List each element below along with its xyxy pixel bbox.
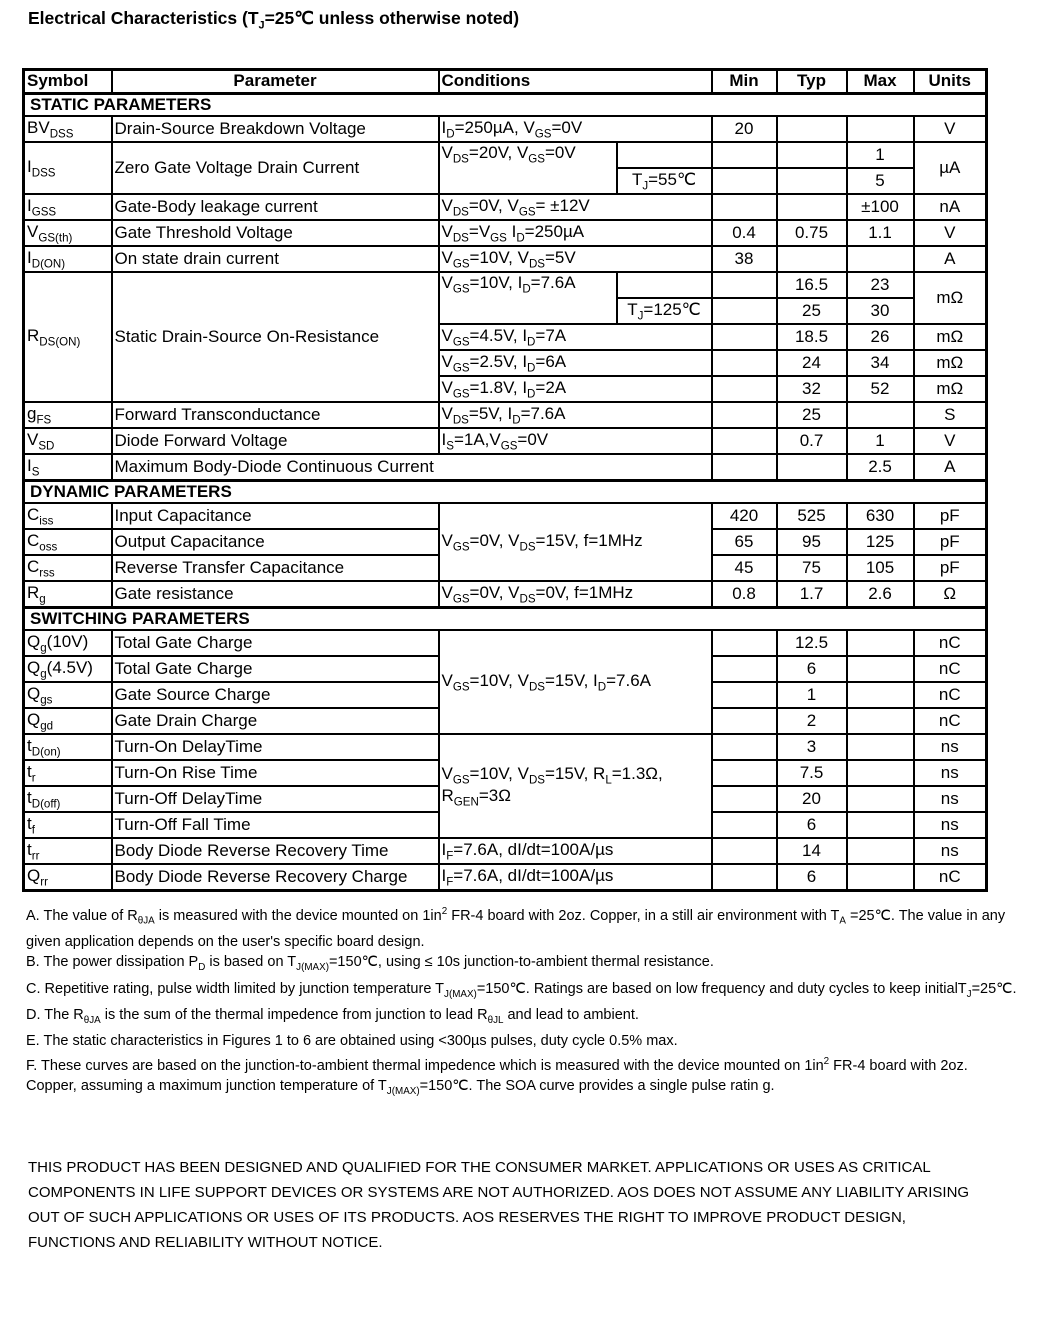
typ-cell: 525 [777,503,847,529]
units-cell: mΩ [914,376,987,402]
min-cell [712,734,777,760]
disclaimer [28,1155,1051,1255]
typ-cell: 16.5 [777,272,847,298]
min-cell [712,272,777,298]
table-row [24,116,987,142]
parameter-cell: Turn-On Rise Time [112,760,439,786]
typ-cell: 32 [777,376,847,402]
units-cell: ns [914,734,987,760]
table-row [24,194,987,220]
typ-cell [777,168,847,194]
table-row [24,630,987,656]
typ-cell: 6 [777,864,847,890]
symbol-cell: $I_{D(ON)}$ [24,246,112,272]
units-cell: V [914,428,987,454]
min-cell [712,630,777,656]
units-cell: pF [914,503,987,529]
conditions-cell: $V_{DS}=0V$, $V_{GS}= \pm 12V$ [439,194,712,220]
units-cell: Ω [914,581,987,607]
header-symbol: Symbol [24,69,112,93]
parameter-cell: Gate Threshold Voltage [112,220,439,246]
min-cell [712,428,777,454]
min-cell: 38 [712,246,777,272]
disclaimer-line: COMPONENTS IN LIFE SUPPORT DEVICES OR SYSTEMS ARE NOT AUTHORIZED. AOS DOES NOT ASSUME ANY LIABILITY ARISING [28,1183,970,1201]
symbol-cell: $t_{D(on)}$ [24,734,112,760]
min-cell: 0.4 [712,220,777,246]
symbol-cell: $C_{oss}$ [24,529,112,555]
empty-cell [617,272,712,298]
symbol-cell: $C_{rss}$ [24,555,112,581]
max-cell [847,656,914,682]
parameter-cell: On state drain current [112,246,439,272]
units-cell: µA [914,142,987,194]
units-cell: mΩ [914,272,987,324]
symbol-cell: $Q_{rr}$ [24,864,112,890]
conditions-cell: $I_F=7.6A$, dI/dt=100A/µs [439,838,712,864]
disclaimer-line: OUT OF SUCH APPLICATIONS OR USES OF ITS PRODUCTS. AOS RESERVES THE RIGHT TO IMPROVE PRODUCT DESIGN, [28,1208,906,1226]
units-cell: mΩ [914,324,987,350]
electrical-characteristics-table [22,68,988,892]
units-cell: nA [914,194,987,220]
tj-sub-cell: $T_J=55℃$ [617,168,712,194]
parameter-cell: Gate-Body leakage current [112,194,439,220]
min-cell [712,324,777,350]
max-cell [847,838,914,864]
table-row [24,838,987,864]
min-cell [712,298,777,324]
units-cell: ns [914,786,987,812]
min-cell: 420 [712,503,777,529]
table-row [24,428,987,454]
min-cell [712,864,777,890]
section-row-static [24,93,987,116]
units-cell: nC [914,656,987,682]
table-row [24,734,987,760]
min-cell [712,812,777,838]
units-cell: V [914,220,987,246]
units-cell: S [914,402,987,428]
units-cell: A [914,454,987,480]
max-cell: 30 [847,298,914,324]
min-cell [712,168,777,194]
units-cell: nC [914,864,987,890]
header-parameter: Parameter [112,69,439,93]
parameter-cell: Maximum Body-Diode Continuous Current [112,454,712,480]
section-header: SWITCHING PARAMETERS [24,607,987,630]
symbol-cell: $Q_{gs}$ [24,682,112,708]
table-header-row [24,69,987,93]
max-cell: ±100 [847,194,914,220]
max-cell: 26 [847,324,914,350]
min-cell: 20 [712,116,777,142]
typ-cell: 12.5 [777,630,847,656]
typ-cell: 14 [777,838,847,864]
symbol-cell: $Q_g(4.5V)$ [24,656,112,682]
max-cell: 630 [847,503,914,529]
symbol-cell: $g_{FS}$ [24,402,112,428]
min-cell [712,142,777,168]
parameter-cell: Turn-Off DelayTime [112,786,439,812]
min-cell [712,454,777,480]
header-units: Units [914,69,987,93]
typ-cell: 25 [777,402,847,428]
symbol-cell: $Q_g(10V)$ [24,630,112,656]
parameter-cell: Zero Gate Voltage Drain Current [112,142,439,194]
table-row [24,402,987,428]
parameter-cell: Total Gate Charge [112,656,439,682]
typ-cell: 7.5 [777,760,847,786]
typ-cell: 6 [777,812,847,838]
conditions-cell: $V_{GS}=10V$, $V_{DS}=15V$, $I_D=7.6A$ [439,630,712,734]
max-cell [847,402,914,428]
min-cell [712,838,777,864]
units-cell: mΩ [914,350,987,376]
header-max: Max [847,69,914,93]
min-cell: 65 [712,529,777,555]
conditions-cell: $V_{GS}=1.8V$, $I_D=2A$ [439,376,712,402]
typ-cell [777,142,847,168]
conditions-cell: $I_S=1A,V_{GS}=0V$ [439,428,712,454]
table-row [24,864,987,890]
conditions-line: $V_{GS}=10V$, $V_{DS}=15V$, $R_L=1.3\Omega$, [441,763,663,786]
conditions-cell: $V_{GS}=10V$, $I_D=7.6A$ [439,272,617,324]
units-cell: nC [914,682,987,708]
footnote-b: B. The power dissipation $P_D$ is based on $T_{J(MAX)}=150℃$, using ≤ 10s junction-to-ambient thermal resistance. [26,954,714,974]
typ-cell [777,454,847,480]
conditions-cell [439,734,712,838]
footnotes [26,902,1018,1103]
min-cell [712,402,777,428]
parameter-cell: Body Diode Reverse Recovery Charge [112,864,439,890]
footnote-e: E. The static characteristics in Figures 1 to 6 are obtained using <300µs pulses, duty cycle 0.5% max. [26,1033,678,1050]
max-cell [847,760,914,786]
section-header: DYNAMIC PARAMETERS [24,480,987,503]
conditions-cell: $V_{DS}=20V$, $V_{GS}=0V$ [439,142,617,194]
symbol-cell: $t_r$ [24,760,112,786]
max-cell: 5 [847,168,914,194]
symbol-cell: $I_{DSS}$ [24,142,112,194]
max-cell: 1 [847,428,914,454]
symbol-cell: $t_f$ [24,812,112,838]
typ-cell: 1.7 [777,581,847,607]
parameter-cell: Input Capacitance [112,503,439,529]
header-conditions: Conditions [439,69,712,93]
min-cell: 45 [712,555,777,581]
typ-cell: 24 [777,350,847,376]
symbol-cell: $I_{GSS}$ [24,194,112,220]
table-row [24,272,987,298]
conditions-cell: $V_{GS}=2.5V$, $I_D=6A$ [439,350,712,376]
footnote-c: C. Repetitive rating, pulse width limited by junction temperature $T_{J(MAX)}=150℃$. Ratings are based on low frequency and duty cycles to keep initialT$_J$=25℃. [26,980,1017,1000]
parameter-cell: Turn-On DelayTime [112,734,439,760]
symbol-cell: $V_{GS(th)}$ [24,220,112,246]
typ-cell: 2 [777,708,847,734]
max-cell: 23 [847,272,914,298]
typ-cell: 25 [777,298,847,324]
min-cell [712,682,777,708]
disclaimer-line: THIS PRODUCT HAS BEEN DESIGNED AND QUALIFIED FOR THE CONSUMER MARKET. APPLICATIONS OR USES AS CRITICAL [28,1158,931,1176]
conditions-cell: $V_{DS}=5V$, $I_D=7.6A$ [439,402,712,428]
symbol-cell: $R_g$ [24,581,112,607]
parameter-cell: Drain-Source Breakdown Voltage [112,116,439,142]
min-cell [712,760,777,786]
table-row [24,220,987,246]
max-cell [847,734,914,760]
typ-cell: 20 [777,786,847,812]
empty-cell [617,142,712,168]
conditions-cell: $V_{GS}=0V$, $V_{DS}=15V$, f=1MHz [439,503,712,581]
max-cell: 105 [847,555,914,581]
parameter-cell: Gate resistance [112,581,439,607]
max-cell [847,708,914,734]
typ-cell: 75 [777,555,847,581]
max-cell: 2.6 [847,581,914,607]
footnote-f: F. These curves are based on the junction-to-ambient thermal impedence which is measured with the device mounted on $1in^2$ FR-4 board with 2oz. Copper, assuming a maximum junction temperature of $T_{J(MAX)}=150℃$. The SOA curve provides a single pulse ratin g. [26,1055,968,1098]
max-cell: 34 [847,350,914,376]
footnote-d: D. The $R_{\theta JA}$ is the sum of the thermal impedence from junction to lead $R_{\theta JL}$ and lead to ambient. [26,1007,639,1026]
parameter-cell: Diode Forward Voltage [112,428,439,454]
parameter-cell: Gate Drain Charge [112,708,439,734]
parameter-cell: Turn-Off Fall Time [112,812,439,838]
min-cell [712,656,777,682]
conditions-cell: $I_F=7.6A$, dI/dt=100A/µs [439,864,712,890]
section-header: STATIC PARAMETERS [24,93,987,116]
table-row [24,246,987,272]
typ-cell: 6 [777,656,847,682]
parameter-cell: Reverse Transfer Capacitance [112,555,439,581]
conditions-cell: $V_{GS}=0V$, $V_{DS}=0V$, f=1MHz [439,581,712,607]
max-cell [847,246,914,272]
max-cell: 2.5 [847,454,914,480]
units-cell: pF [914,555,987,581]
typ-cell [777,246,847,272]
max-cell: 1 [847,142,914,168]
symbol-cell: $BV_{DSS}$ [24,116,112,142]
min-cell [712,376,777,402]
typ-cell: 0.7 [777,428,847,454]
symbol-cell: $Q_{gd}$ [24,708,112,734]
units-cell: pF [914,529,987,555]
table-row [24,503,987,529]
max-cell [847,682,914,708]
conditions-cell: $V_{GS}=4.5V$, $I_D=7A$ [439,324,712,350]
conditions-line: $R_{GEN}=3\Omega$ [441,786,511,809]
min-cell [712,350,777,376]
units-cell: ns [914,812,987,838]
symbol-cell: $R_{DS(ON)}$ [24,272,112,402]
parameter-cell: Static Drain-Source On-Resistance [112,272,439,402]
max-cell [847,812,914,838]
page-title: Electrical Characteristics ($T_J=25℃$ unless otherwise noted) [28,8,520,32]
typ-cell: 0.75 [777,220,847,246]
section-row-dynamic [24,480,987,503]
table-row [24,581,987,607]
disclaimer-line: FUNCTIONS AND RELIABILITY WITHOUT NOTICE. [28,1233,383,1251]
header-typ: Typ [777,69,847,93]
parameter-cell: Output Capacitance [112,529,439,555]
conditions-cell: $V_{DS}=V_{GS}$ $I_D=250\mu A$ [439,220,712,246]
units-cell: A [914,246,987,272]
table-row [24,142,987,168]
parameter-cell: Forward Transconductance [112,402,439,428]
parameter-cell: Gate Source Charge [112,682,439,708]
units-cell: V [914,116,987,142]
typ-cell [777,194,847,220]
tj-sub-cell: $T_J=125℃$ [617,298,712,324]
max-cell [847,864,914,890]
conditions-cell: $V_{GS}=10V$, $V_{DS}=5V$ [439,246,712,272]
typ-cell: 18.5 [777,324,847,350]
typ-cell: 95 [777,529,847,555]
min-cell [712,786,777,812]
symbol-cell: $I_S$ [24,454,112,480]
symbol-cell: $C_{iss}$ [24,503,112,529]
max-cell [847,630,914,656]
units-cell: ns [914,838,987,864]
symbol-cell: $t_{D(off)}$ [24,786,112,812]
max-cell [847,116,914,142]
section-row-switching [24,607,987,630]
header-min: Min [712,69,777,93]
parameter-cell: Total Gate Charge [112,630,439,656]
min-cell: 0.8 [712,581,777,607]
typ-cell [777,116,847,142]
symbol-cell: $t_{rr}$ [24,838,112,864]
max-cell: 125 [847,529,914,555]
max-cell [847,786,914,812]
units-cell: ns [914,760,987,786]
units-cell: nC [914,708,987,734]
typ-cell: 1 [777,682,847,708]
units-cell: nC [914,630,987,656]
parameter-cell: Body Diode Reverse Recovery Time [112,838,439,864]
min-cell [712,194,777,220]
min-cell [712,708,777,734]
conditions-cell: $I_D=250\mu A$, $V_{GS}=0V$ [439,116,712,142]
table-row [24,454,987,480]
footnote-a: A. The value of $R_{\theta JA}$ is measured with the device mounted on $1in^2$ FR-4 board with 2oz. Copper, in a still air environment with $T_A$ =25℃. The value in any given application depends on the user's specific board design. [26,905,1006,950]
symbol-cell: $V_{SD}$ [24,428,112,454]
max-cell: 52 [847,376,914,402]
max-cell: 1.1 [847,220,914,246]
typ-cell: 3 [777,734,847,760]
